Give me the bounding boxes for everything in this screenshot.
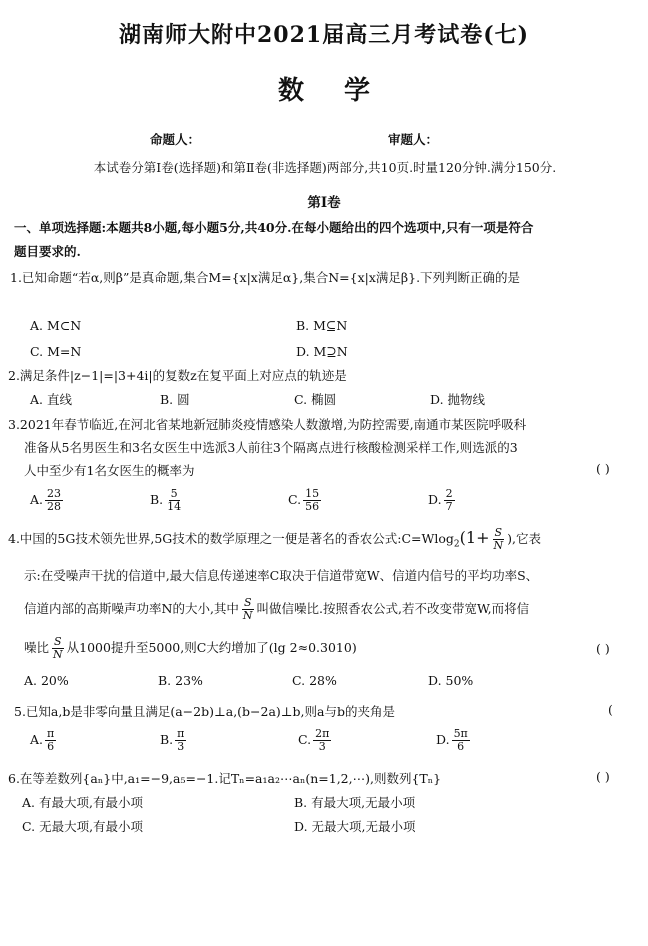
question-3-stem-line2: 准备从5名男医生和3名女医生中选派3人前往3个隔离点进行核酸检测采样工作,则选派的3 xyxy=(24,440,518,455)
question-3-option-c xyxy=(288,488,323,513)
exam-title: 湖南师大附中2021届高三月考试卷(七) xyxy=(118,22,530,48)
numerator: 15 xyxy=(305,487,320,500)
question-4-answer-bracket: ( ) xyxy=(596,641,610,656)
question-2-option-c: C. 椭圆 xyxy=(294,392,337,407)
text: (1+ xyxy=(459,528,490,548)
question-3-stem-line3: 人中至少有1名女医生的概率为 xyxy=(24,463,195,478)
section-heading-line1: 一、单项选择题:本题共8小题,每小题5分,共40分.在每小题给出的四个选项中,只有一项是符合 xyxy=(14,220,534,235)
question-2-option-d: D. 抛物线 xyxy=(430,392,486,407)
question-2-option-b: B. 圆 xyxy=(160,392,190,407)
fraction xyxy=(165,488,183,513)
question-2-stem: 2.满足条件|z−1|=|3+4i|的复数z在复平面上对应点的轨迹是 xyxy=(8,368,347,383)
denominator: 3 xyxy=(177,740,185,754)
option-label: D. xyxy=(436,732,450,748)
fraction xyxy=(175,728,186,753)
question-5-option-b xyxy=(160,728,188,753)
question-5-option-c xyxy=(298,728,333,753)
question-3-option-a xyxy=(30,488,65,513)
denominator: 14 xyxy=(167,500,182,514)
question-4-option-b: B. 23% xyxy=(158,673,203,688)
question-3-answer-bracket: ( ) xyxy=(596,461,610,476)
question-6-option-c: C. 无最大项,有最小项 xyxy=(22,819,144,834)
fraction xyxy=(303,488,321,513)
text: 信道内部的高斯噪声功率N的大小,其中 xyxy=(24,601,239,617)
question-1-option-c: C. M=N xyxy=(30,344,82,359)
fraction xyxy=(45,488,63,513)
numerator: π xyxy=(177,727,185,740)
question-3-option-d xyxy=(428,488,457,513)
question-6-option-d: D. 无最大项,无最小项 xyxy=(294,819,416,834)
option-label: B. xyxy=(160,732,174,748)
denominator: N xyxy=(53,648,63,662)
option-label: A. xyxy=(30,732,44,748)
question-4-stem-line3 xyxy=(24,597,529,622)
proposer-label: 命题人： xyxy=(150,132,201,147)
part-title: 第Ⅰ卷 xyxy=(307,195,341,211)
denominator: N xyxy=(242,609,253,623)
fraction xyxy=(313,728,331,753)
numerator: 5π xyxy=(453,727,468,740)
question-4-option-c: C. 28% xyxy=(292,673,337,688)
numerator: S xyxy=(54,635,62,648)
denominator: 6 xyxy=(47,740,55,754)
text: 噪比 xyxy=(24,640,50,656)
question-6-option-a: A. 有最大项,有最小项 xyxy=(22,795,143,810)
numerator: S xyxy=(494,526,503,539)
question-3-option-b xyxy=(150,488,185,513)
question-6-stem: 6.在等差数列{aₙ}中,a₁=−9,a₅=−1.记Tₙ=a₁a₂⋯aₙ(n=1,2,⋯),则数列{Tₙ} xyxy=(8,771,442,786)
fraction xyxy=(444,488,455,513)
fraction xyxy=(452,728,470,753)
question-4-stem-line2: 示:在受噪声干扰的信道中,最大信息传递速率C取决于信道带宽W、信道内信号的平均功率S、 xyxy=(24,568,539,583)
option-label: D. xyxy=(428,492,442,508)
question-6-option-b: B. 有最大项,无最小项 xyxy=(294,795,416,810)
option-label: C. xyxy=(288,492,302,508)
denominator: 6 xyxy=(457,740,465,754)
subject-title: 数学 xyxy=(277,76,410,106)
question-4-stem-line4 xyxy=(24,636,357,661)
fraction xyxy=(241,597,255,622)
question-5-stem: 5.已知a,b是非零向量且满足(a−2b)⊥a,(b−2a)⊥b,则a与b的夹角是 xyxy=(14,704,395,719)
reviewer-label: 审题人： xyxy=(388,132,439,147)
denominator: 28 xyxy=(47,500,62,514)
fraction xyxy=(51,636,65,661)
option-label: B. xyxy=(150,492,164,508)
option-label: A. xyxy=(30,492,44,508)
subscript: 2 xyxy=(453,539,460,550)
question-2-option-a: A. 直线 xyxy=(30,392,72,407)
question-6-answer-bracket: ( ) xyxy=(596,769,610,784)
question-1-option-d: D. M⊇N xyxy=(296,344,348,359)
numerator: 2 xyxy=(445,487,453,500)
question-4-option-a: A. 20% xyxy=(24,673,69,688)
question-5-option-a xyxy=(30,728,58,753)
numerator: 2π xyxy=(315,727,330,740)
question-1-option-a: A. M⊂N xyxy=(30,318,82,333)
text: 从1000提升至5000,则C大约增加了(lg 2≈0.3010) xyxy=(66,640,357,656)
question-5-answer-bracket: ( xyxy=(608,702,613,717)
denominator: 3 xyxy=(318,740,326,754)
section-heading-line2: 题目要求的. xyxy=(14,244,81,259)
text: 叫做信噪比.按照香农公式,若不改变带宽W,而将信 xyxy=(256,601,530,617)
exam-notice: 本试卷分第Ⅰ卷(选择题)和第Ⅱ卷(非选择题)两部分,共10页.时量120分钟.满分150分. xyxy=(93,160,557,175)
question-1-stem: 1.已知命题“若α,则β”是真命题,集合M={x|x满足α},集合N={x|x满足β}.下列判断正确的是 xyxy=(10,270,521,285)
fraction xyxy=(45,728,56,753)
numerator: 23 xyxy=(47,487,62,500)
denominator: 56 xyxy=(305,500,320,514)
question-4-option-d: D. 50% xyxy=(428,673,474,688)
numerator: 5 xyxy=(170,487,178,500)
question-5-option-d xyxy=(436,728,472,753)
numerator: π xyxy=(47,727,55,740)
fraction xyxy=(491,527,505,552)
option-label: C. xyxy=(298,732,312,748)
denominator: N xyxy=(493,539,504,553)
question-1-option-b: B. M⊆N xyxy=(296,318,348,333)
numerator: S xyxy=(243,596,252,609)
question-3-stem-line1: 3.2021年春节临近,在河北省某地新冠肺炎疫情感染人数激增,为防控需要,南通市某医院呼吸科 xyxy=(8,417,527,432)
denominator: 7 xyxy=(445,500,453,514)
question-4-stem-line1 xyxy=(8,527,541,552)
text: 4.中国的5G技术领先世界,5G技术的数学原理之一便是著名的香农公式:C=Wlog xyxy=(8,531,454,547)
text: ),它表 xyxy=(507,531,541,547)
